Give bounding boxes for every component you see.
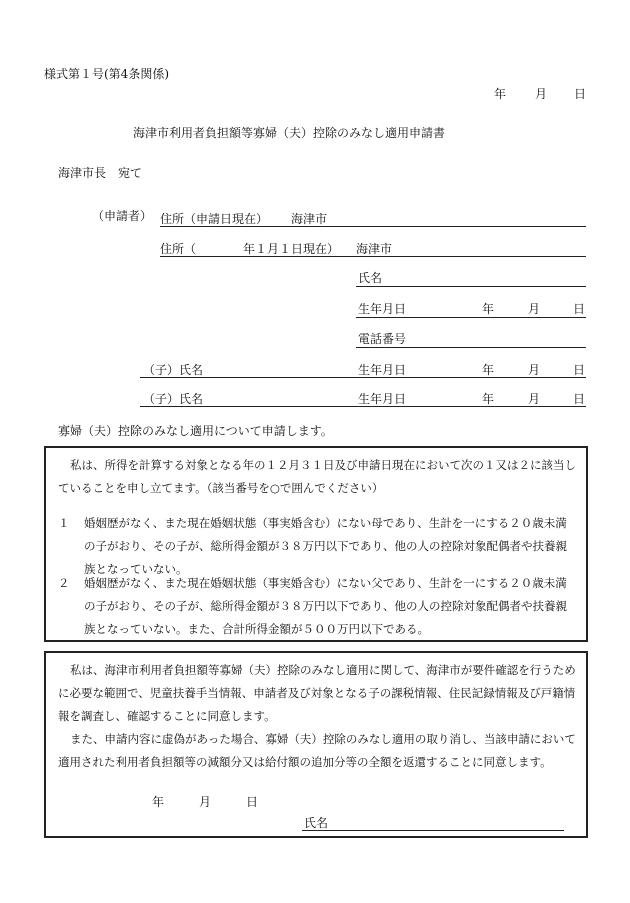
date-day-label: 日 xyxy=(574,87,587,101)
applicant-label: （申請者） xyxy=(92,209,153,223)
declaration-item2-text: 婚姻歴がなく、また現在婚姻状態（事実婚含む）にない父であり、生計を一にする２０歳未満の子がおり、その子が、総所得金額が３８万円以下であり、他の人の控除対象配偶者や扶養親族となっていない。また、合計所得金額が５００万円以下である。 xyxy=(84,576,567,636)
address-current-city: 海津市 xyxy=(291,212,328,226)
document-title: 海津市利用者負担額等寡婦（夫）控除のみなし適用申請書 xyxy=(133,126,446,140)
consent-name-line[interactable] xyxy=(302,830,564,831)
child1-birth-day: 日 xyxy=(573,363,586,377)
applicant-name-label: 氏名 xyxy=(358,271,383,285)
address-current-line[interactable] xyxy=(160,226,586,227)
child2-birth-month: 月 xyxy=(528,392,541,406)
date-year-label: 年 xyxy=(494,87,507,101)
applicant-birth-label: 生年月日 xyxy=(358,302,407,316)
declaration-item2-number: ２ xyxy=(58,576,70,590)
address-jan-line[interactable] xyxy=(160,256,586,257)
declaration-intro: 私は、所得を計算する対象となる年の１２月３１日及び申請日現在において次の１又は２に該当していることを申し立てます。（該当番号を○で囲んでください） xyxy=(58,458,576,495)
applicant-phone-line[interactable] xyxy=(356,347,586,348)
consent-name-label: 氏名 xyxy=(304,816,329,830)
child1-line[interactable] xyxy=(140,377,586,378)
request-statement: 寡婦（夫）控除のみなし適用について申請します。 xyxy=(58,424,333,438)
child1-birth-month: 月 xyxy=(528,363,541,377)
declaration-box xyxy=(44,446,588,642)
child2-name-label: （子）氏名 xyxy=(143,392,204,406)
declaration-item1-text: 婚姻歴がなく、また現在婚姻状態（事実婚含む）にない母であり、生計を一にする２０歳未満の子がおり、その子が、総所得金額が３８万円以下であり、他の人の控除対象配偶者や扶養親族となっていない。 xyxy=(84,516,567,576)
consent-box xyxy=(44,651,588,838)
applicant-birth-day: 日 xyxy=(573,302,586,316)
address-current-label: 住所（申請日現在） xyxy=(160,212,269,226)
consent-date-month: 月 xyxy=(199,795,212,809)
form-number: 様式第１号(第4条関係) xyxy=(44,67,169,81)
applicant-birth-line[interactable] xyxy=(356,317,586,318)
child1-birth-year: 年 xyxy=(482,363,495,377)
child2-birth-year: 年 xyxy=(482,392,495,406)
applicant-phone-label: 電話番号 xyxy=(358,332,407,346)
child1-name-label: （子）氏名 xyxy=(143,363,204,377)
applicant-name-line[interactable] xyxy=(356,286,586,287)
consent-paragraph-1: 私は、海津市利用者負担額等寡婦（夫）控除のみなし適用に関して、海津市が要件確認を行うために必要な範囲で、児童扶養手当情報、申請者及び対象となる子の課税情報、住民記録情報及び戸籍情報を調査し、確認することに同意します。 xyxy=(58,663,576,723)
address-jan-label-a: 住所（ xyxy=(160,242,197,256)
address-jan-label-b: 年１月１日現在） xyxy=(243,242,340,256)
declaration-item1-number: １ xyxy=(58,516,70,530)
child2-birth-label: 生年月日 xyxy=(358,392,407,406)
child2-line[interactable] xyxy=(140,406,586,407)
applicant-birth-month: 月 xyxy=(528,302,541,316)
child1-birth-label: 生年月日 xyxy=(358,363,407,377)
date-month-label: 月 xyxy=(535,87,548,101)
addressee: 海津市長 宛て xyxy=(58,166,143,180)
applicant-birth-year: 年 xyxy=(482,302,495,316)
consent-date-year: 年 xyxy=(152,795,165,809)
address-jan-city: 海津市 xyxy=(356,242,393,256)
child2-birth-day: 日 xyxy=(573,392,586,406)
consent-paragraph-2: また、申請内容に虚偽があった場合、寡婦（夫）控除のみなし適用の取り消し、当該申請において適用された利用者負担額等の減額分又は給付額の追加分等の全額を返還することに同意します。 xyxy=(58,732,576,769)
consent-date-day: 日 xyxy=(246,795,259,809)
